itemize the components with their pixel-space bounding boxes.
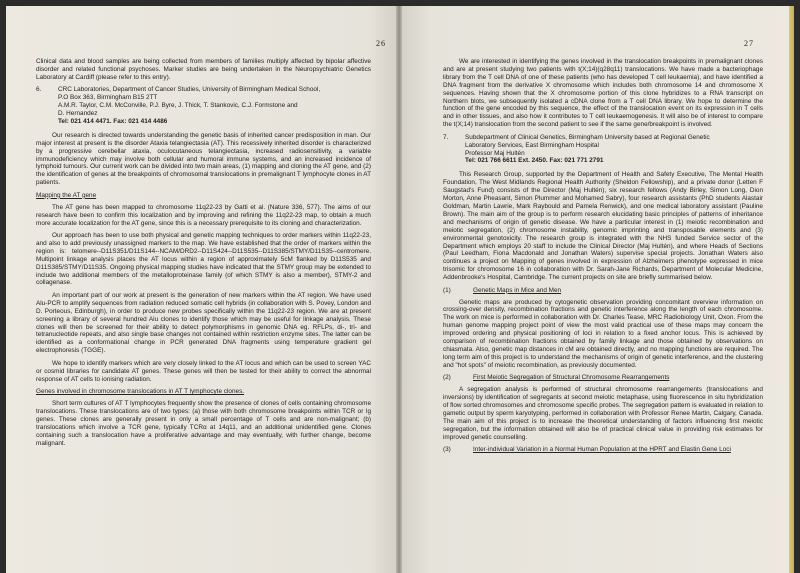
entry-number: 7.: [443, 133, 449, 141]
paragraph: This Research Group, supported by the Department of Health and Safety Executive, The Mental Health Foundation, The West Midlands Regional Health Authority (Sheldon Fellowship), and a private donor (Letten F Saugstad's Fund) consists of the Director (Maj Hultén), six research fellows (Andy Birley, Simon Long, Dion Morton, Anne Pheasant, Simon Plummer and Mohamed Sabry), four research assistants (PhD students Alastair Goldman, Martin Lawrie, Mark Raybould and Pamela Renwick), and one medical laboratory assistant (Pauline Brown). The main aim of the group is to perform research elucidating basic principles of patterns of inheritance and mechanisms of origin of genetic disease. We have a particular interest in (1) meiotic recombination and meiotic segregation, (2) chromosome instability, genomic imprinting and transposable elements and (3) environmental genotoxicity. The research group is integrated with the NHS funded Service sector of the Department which employs 20 staff to include the Clinical Director (Maj Hultén), and where Heads of Sections (Paul Leedham, Fiona Macdonald and Jonathan Waters) supervise special projects. Jonathan Waters also continues a project on Mapping of genes involved in expression of Alzheimers phenotype expressed in mice trisomic for chromosome 16 in collaboration with Dr. Sarah-Jane Richards, Department of Molecular Medicine, Addenbrooke's Hospital, Cambridge. The current projects on site are briefly summarised below.: [443, 171, 763, 282]
address-line: Laboratory Services, East Birmingham Hospital: [465, 141, 599, 149]
right-page-content: [443, 58, 763, 458]
heading-title: Genetic Maps in Mice and Men: [473, 286, 562, 294]
right-page: [399, 6, 794, 573]
paragraph: A segregation analysis is performed of structural chromosome rearrangements (translocations and inversions) by identification of segregants at second meiotic metaphase, using fluorescence in situ hybridization of flow sorted chromosomes and chromosome specific probes. The segregation pattern is evaluated in relation to gametic output by sperm karyotyping, performed in collaboration with Professor Renee Martin, Calgary, Canada. The main aim of this project is to increase the theoretical understanding of factors influencing first meiotic segregation, but the information obtained will also be of practical clinical value in providing risk estimates for improved genetic counselling.: [443, 386, 763, 441]
numbered-heading: [443, 446, 763, 454]
paragraph: Genetic maps are produced by cytogenetic observation providing concomitant overview information on crossing-over density, recombination fractions and genetic interference along the length of each chromosome. The work on mice is performed in collaboration with Dr. Charles Tease, MRC Radiobiology Unit, Oxon. From the human genome mapping project point of view the most valid practical use of these maps may concern the improved ordering and physical positioning of loci in relation to a fixed anchor locus. This is achieved by comparison of recombination fractions obtained by family linkage and those obtained by observations on chiasmata. Also, genetic map distances in cM are obtained directly, and no mapping functions are required. The long term aim of this project is to understand the mechanisms of origin of genetic interference, and the clustering and "hot spots" of meiotic recombination, as previously documented.: [443, 298, 763, 369]
paragraph: An important part of our work at present is the generation of new markers within the AT region. We have used Alu-PCR to amplify sequences from radiation reduced somatic cell hybrids (in collaboration with S. Povey, London and D. Porteous, Edinburgh), in order to produce new probes specifically within the 11q22-23 region. We are at present screening a library of several hundred Alu clones to identify those which may be useful for linkage analysis. These clones will then be screened for their ability to detect polymorphisms in genomic DNA eg. RFLPs, di-, tri- and tetranucleotide repeats, and also single base changes not contained within restriction enzyme sites. The latter can be identified as a conformational change in PCR generated DNA fragments using temperature gradient gel electrophoresis (TGGE).: [36, 291, 371, 355]
paragraph: We are interested in identifying the genes involved in the translocation breakpoints in premalignant clones and are at present studying two patients with t(X;14)(q28q11) translocations. We have made a bacteriophage library from the T cell DNA of one of these patients (who has developed T cell leukaemia), and have identified a DNA fragment from the derivative X chromosome which includes both chromosome 14 and chromosome X sequences. Having shown that the X chromosome portion of this clone hybridizes to a RNA transcript on Northern blots, we subsequently isolated a cDNA clone from a T cell DNA library. We hope to determine the function of the gene encoded by this sequence, the effect of the translocation event on its expression in T cells and in other tissues, and also how it contributes to T cell leukaemogenesis. It will also be of interest to compare the t(X;14) translocation from the second patient to see if the same gene/breakpoint is involved.: [443, 58, 763, 129]
heading-title: Inter-individual Variation in a Normal Human Population at the HPRT and Elastin Gene Loci: [473, 446, 731, 454]
page-edge: [789, 6, 794, 573]
book-spread: [6, 6, 794, 573]
heading-title: First Meiotic Segregation of Structural Chromosome Rearrangements: [473, 374, 670, 382]
tel-fax: Tel: 021 766 6611 Ext. 2450. Fax: 021 771 2791: [465, 157, 604, 165]
paragraph: Clinical data and blood samples are being collected from members of families multiply affected by bipolar affective disorder and related functional psychoses. Marker studies are being undertaken in the Neuropsychiatric Genetics Laboratory at Cardiff (please refer to this entry).: [36, 58, 371, 81]
entry-address: [58, 86, 371, 126]
page-number: 27: [744, 39, 754, 48]
address-line: Subdepartment of Clinical Genetics, Birmingham University based at Regional Genetic: [465, 133, 710, 141]
left-page-content: [36, 58, 371, 452]
section-heading: Genes involved in chromosome translocations in AT T lymphocyte clones.: [36, 388, 245, 396]
address-line: A.M.R. Taylor, C.M. McConville, P.J. Byre, J. Thick, T. Stankovic, C.J. Formstone and: [58, 102, 298, 110]
page-number: 26: [376, 39, 386, 48]
book-gutter: [396, 6, 402, 573]
paragraph: The AT gene has been mapped to chromosome 11q22-23 by Gatti et al. (Nature 336, 577). The aims of our research have been to confirm this localization and by improving and refining the 11q22-23 map, to obtain a much more accurate localization for the AT gene, since this is a necessary prerequisite to its cloning and characterization.: [36, 203, 371, 227]
paragraph: Short term cultures of AT T lymphocytes frequently show the presence of clones of cells containing chromosome translocations. These translocations are of two types: (a) those with both chromosome breakpoints within TCR or Ig genes. These clones are generally present in only a small percentage of T cells and are non-malignant; (b) translocations which involve a TCR gene, typically TCRα at 14q11, and an additional unidentified gene. Clones containing such a translocation have a proliferative advantage and may eventually, with further change, become malignant.: [36, 400, 371, 447]
address-line: D. Hernandez: [58, 110, 98, 118]
paragraph: We hope to identify markers which are very closely linked to the AT locus and which can be used to screen YAC or cosmid libraries for candidate AT genes. These genes will then be tested for their ability to correct the abnormal response of AT cells to ionising radiation.: [36, 359, 371, 383]
entry-number: 6.: [36, 86, 42, 94]
address-line: CRC Laboratories, Department of Cancer Studies, University of Birmingham Medical School,: [58, 86, 321, 94]
address-line: Professor Maj Hultén: [465, 149, 525, 157]
entry-address: [465, 134, 763, 166]
paragraph: Our research is directed towards understanding the genetic basis of inherited cancer predisposition in man. Our major interest at present is the disorder Ataxia telangiectasia (AT). This recessively inherited disorder is characterized by a progressive cerebellar ataxia, oculocutaneous telangiectasia, increased radiosensitivity, a variable immunodeficiency which may involve both cellular and humoral immune systems, and an increased incidence of lymphoid tumours. Our current work can be divided into two main areas, (1) mapping and cloning the AT gene, and (2) the identification of genes at the breakpoints of chromosomal translocations in premalignant T lymphocyte clones in AT patients.: [36, 131, 371, 187]
tel-fax: Tel: 021 414 4471. Fax: 021 414 4486: [58, 117, 168, 125]
heading-number: (1): [443, 286, 451, 294]
address-line: P.O Box 363, Birmingham B15 2TT: [58, 94, 158, 102]
heading-number: (3): [443, 446, 451, 454]
lab-entry-7: [443, 134, 763, 166]
left-page: [6, 6, 399, 573]
lab-entry-6: [36, 86, 371, 126]
numbered-heading: [443, 374, 763, 382]
paragraph: Our approach has been to use both physical and genetic mapping techniques to order markers within 11q22-23, and also to add previously unassigned markers to the map. We have established that the order of markers within the region is: telomere--D11S351/D11S144--NCAM/DRD2--D11S424--D11S535--D11S385/STMY/D11S35--centromere. Multipoint linkage analysis places the AT locus within a region of approximately 5cM flanked by D11S535 and D11S385/STMY/D11S35. Ongoing physical mapping studies have indicated that the STMY group may be extended to include two additional members of the metalloproteinase family (of which STMY is also a member), STMY-2 and collagenase.: [36, 232, 371, 287]
section-heading: Mapping the AT gene: [36, 191, 97, 199]
numbered-heading: [443, 287, 763, 295]
heading-number: (2): [443, 374, 451, 382]
